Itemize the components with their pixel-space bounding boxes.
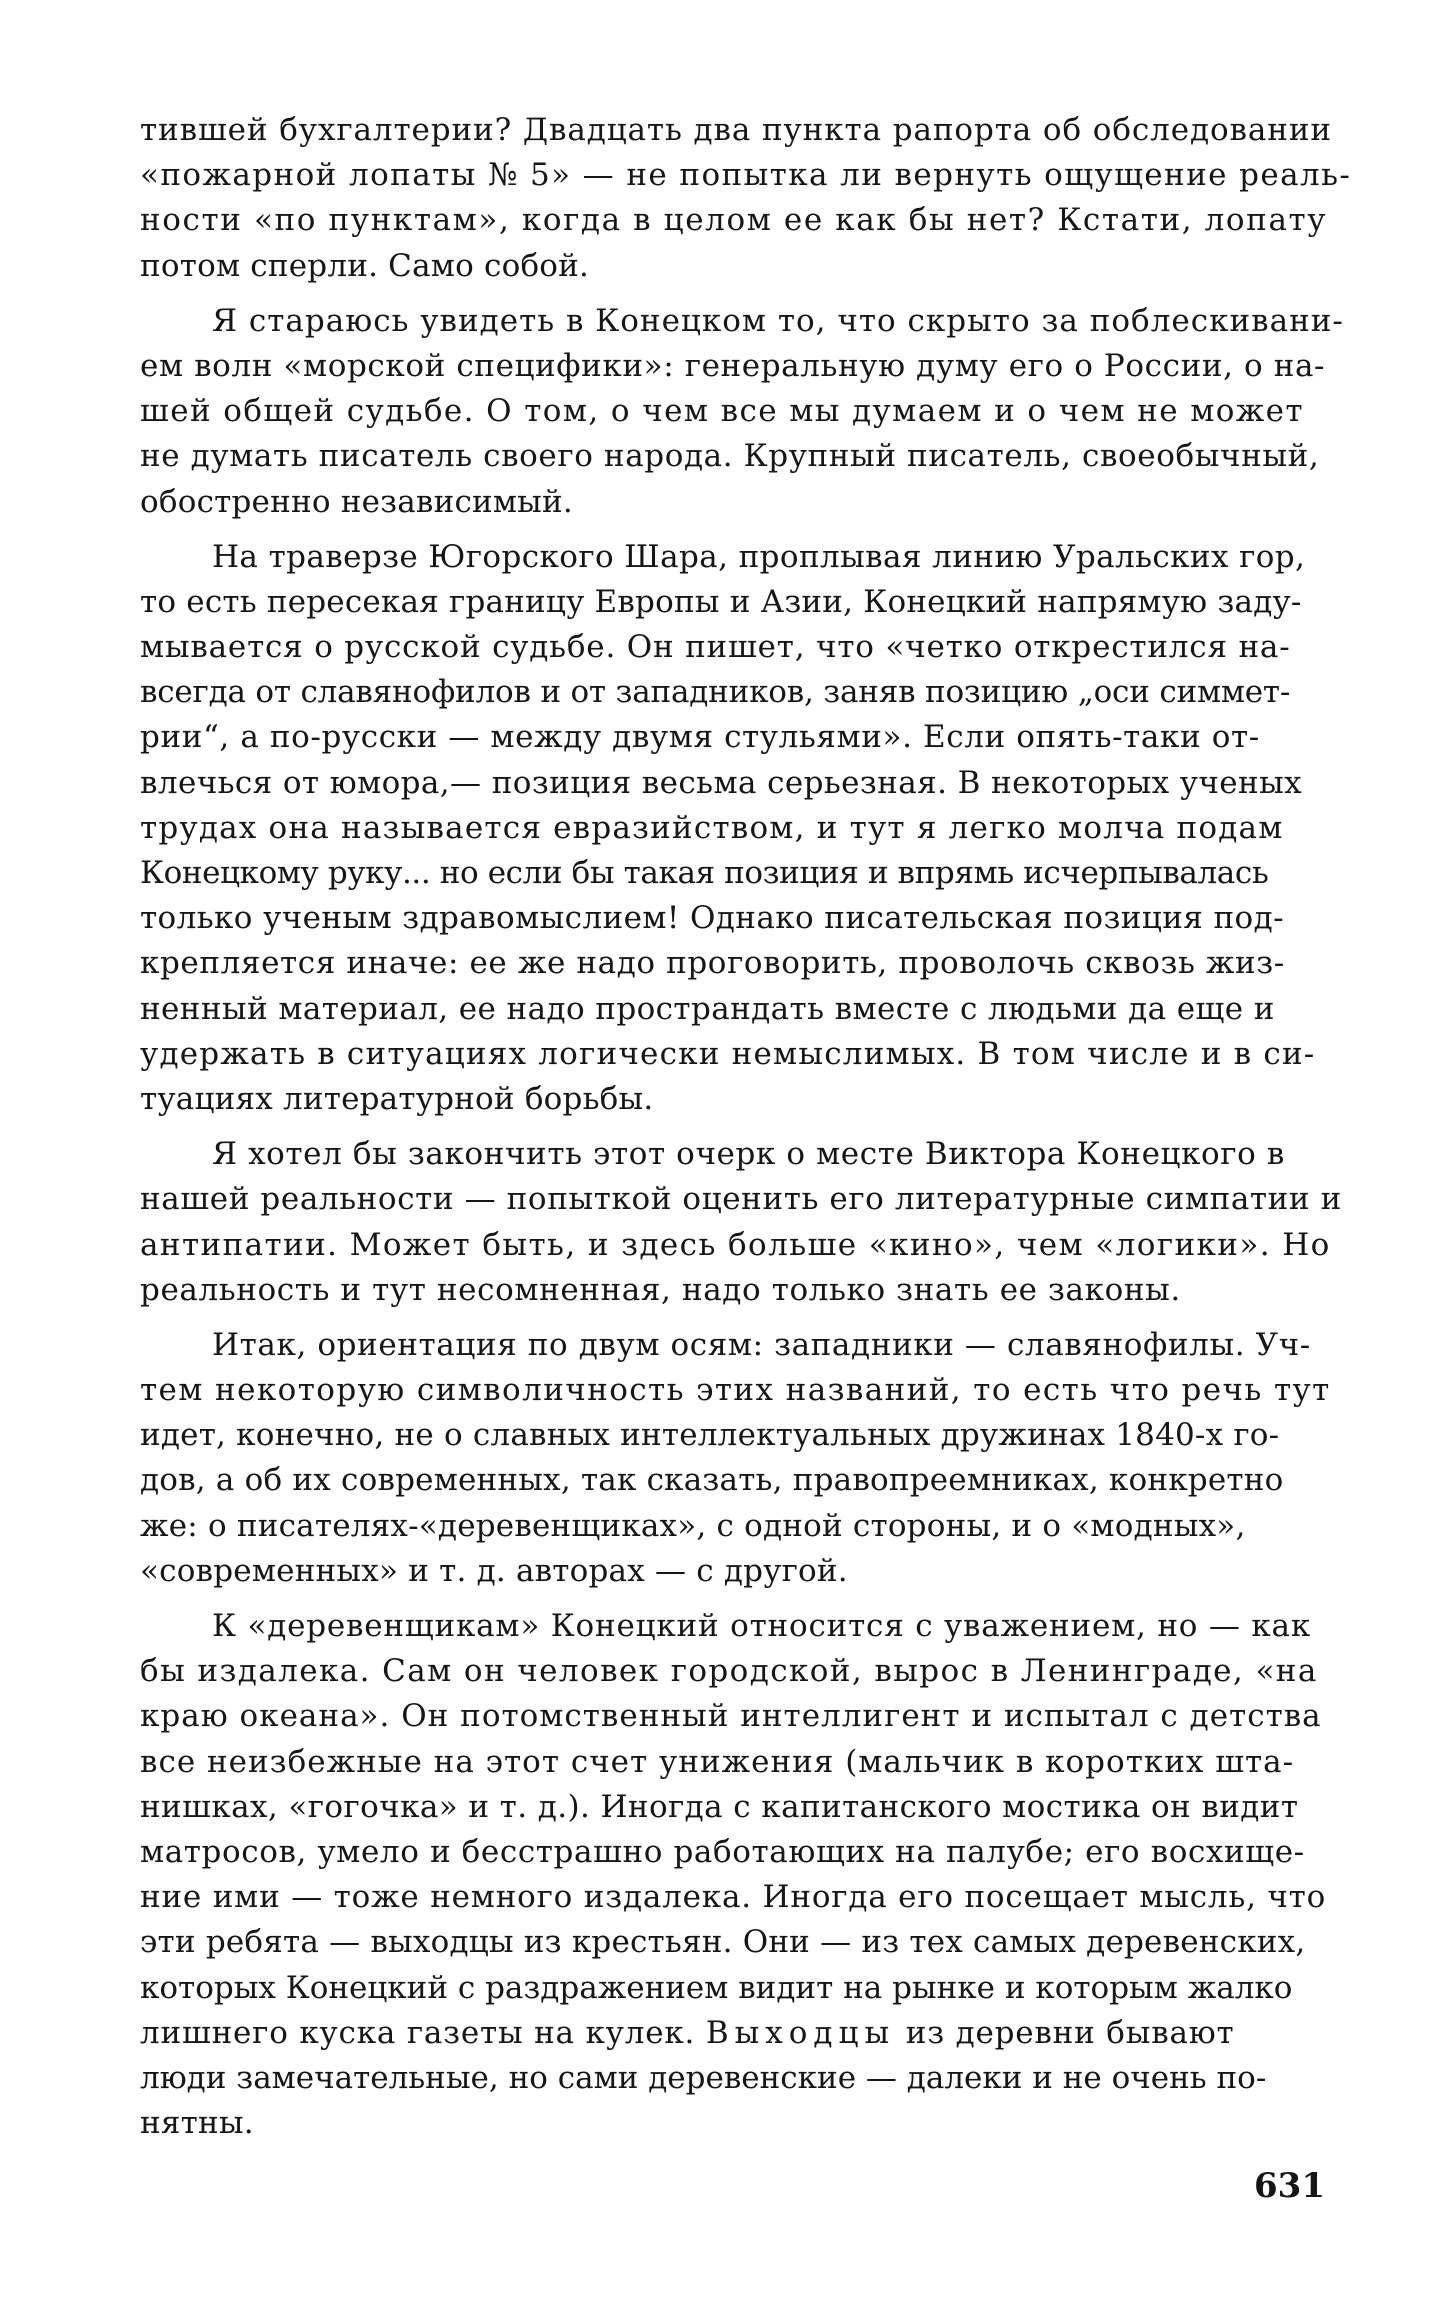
text-line: реальность и тут несомненная, надо только знать ее законы. [140,1271,1181,1308]
text-line: К «деревенщикам» Конецкий относится с уважением, но — как [212,1608,1312,1644]
text-line: рии“, а по-русски — между двумя стульями». Если опять-таки от- [140,719,1260,756]
text-line: все неизбежные на этот счет унижения (мальчик в коротких шта- [140,1743,1295,1780]
text-line: только ученым здравомыслием! Однако писательская позиция под- [140,900,1284,937]
text-fragment: лишнего куска газеты на кулек. [140,2014,696,2051]
text-line: мывается о русской судьбе. Он пишет, что «четко открестился на- [140,629,1291,666]
text-line: трудах она называется евразийством, и тут я легко молча подам [140,809,1284,846]
text-line: тем некоторую символичность этих названий, то есть что речь тут [140,1372,1331,1409]
text-line: люди замечательные, но сами деревенские — далеки и не очень по- [140,2059,1267,2096]
text-line: нятны. [140,2105,254,2142]
text-line: краю океана». Он потомственный интеллигент и испытал с детства [140,1698,1322,1735]
text-line: ем волн «морской специфики»: генеральную думу его о России, о на- [140,347,1326,384]
text-line: влечься от юмора,— позиция весьма серьезная. В некоторых ученых [140,764,1303,801]
text-line: крепляется иначе: ее же надо проговорить, проволочь сквозь жиз- [140,945,1285,982]
text-fragment: из деревни бывают [905,2014,1235,2051]
text-line: обостренно независимый. [140,483,573,520]
text-line: антипатии. Может быть, и здесь больше «кино», чем «логики». Но [140,1226,1331,1263]
text-line: же: о писателях-«деревенщиках», с одной стороны, и о «модных», [140,1507,1246,1544]
text-line: тившей бухгалтерии? Двадцать два пункта рапорта об обследовании [140,112,1332,148]
text-line: матросов, умело и бесстрашно работающих на палубе; его восхище- [140,1833,1305,1870]
text-line: Итак, ориентация по двум осям: западники — славянофилы. Уч- [212,1326,1311,1363]
text-line: «пожарной лопаты № 5» — не попытка ли вернуть ощущение реаль- [140,157,1352,194]
text-line: ненный материал, ее надо пространдать вместе с людьми да еще и [140,990,1275,1027]
text-line: идет, конечно, не о славных интеллектуальных дружинах 1840-х го- [140,1417,1280,1454]
text-line: шей общей судьбе. О том, о чем все мы думаем и о чем не может [140,393,1304,430]
text-line: Конецкому руку... но если бы такая позиция и впрямь исчерпывалась [140,855,1269,891]
text-line: всегда от славянофилов и от западников, заняв позицию „оси симмет- [140,674,1291,711]
text-line: туациях литературной борьбы. [140,1080,654,1117]
text-line: Я стараюсь увидеть в Конецком то, что скрыто за поблескивани- [212,302,1344,339]
text-line: нашей реальности — попыткой оценить его литературные симпатии и [140,1181,1342,1218]
page-number: 631 [1254,2166,1325,2206]
text-line: эти ребята — выходцы из крестьян. Они — из тех самых деревенских, [140,1924,1306,1961]
body-text [140,108,1352,2146]
text-line [140,2011,1320,2056]
text-line: бы издалека. Сам он человек городской, вырос в Ленинграде, «на [140,1653,1318,1690]
text-line: нишках, «гогочка» и т. д.). Иногда с капитанского мостика он видит [140,1788,1299,1825]
text-line: ние ими — тоже немного издалека. Иногда его посещает мысль, что [140,1879,1327,1916]
text-line: потом сперли. Само собой. [140,247,590,284]
text-line: которых Конецкий с раздражением видит на рынке и которым жалко [140,1969,1293,2006]
spaced-word: Выходцы [705,2014,896,2051]
text-line: то есть пересекая границу Европы и Азии, Конецкий напрямую заду- [140,583,1302,620]
text-line: «современных» и т. д. авторах — с другой. [140,1552,848,1589]
text-line: удержать в ситуациях логически немыслимых. В том числе и в си- [140,1035,1316,1072]
text-line: ности «по пунктам», когда в целом ее как бы нет? Кстати, лопату [140,202,1328,239]
text-line: дов, а об их современных, так сказать, правопреемниках, конкретно [140,1462,1284,1499]
text-line: Я хотел бы закончить этот очерк о месте Виктора Конецкого в [212,1136,1285,1173]
text-line: На траверзе Югорского Шара, проплывая линию Уральских гор, [212,538,1306,575]
text-line: не думать писатель своего народа. Крупный писатель, своеобычный, [140,438,1320,475]
